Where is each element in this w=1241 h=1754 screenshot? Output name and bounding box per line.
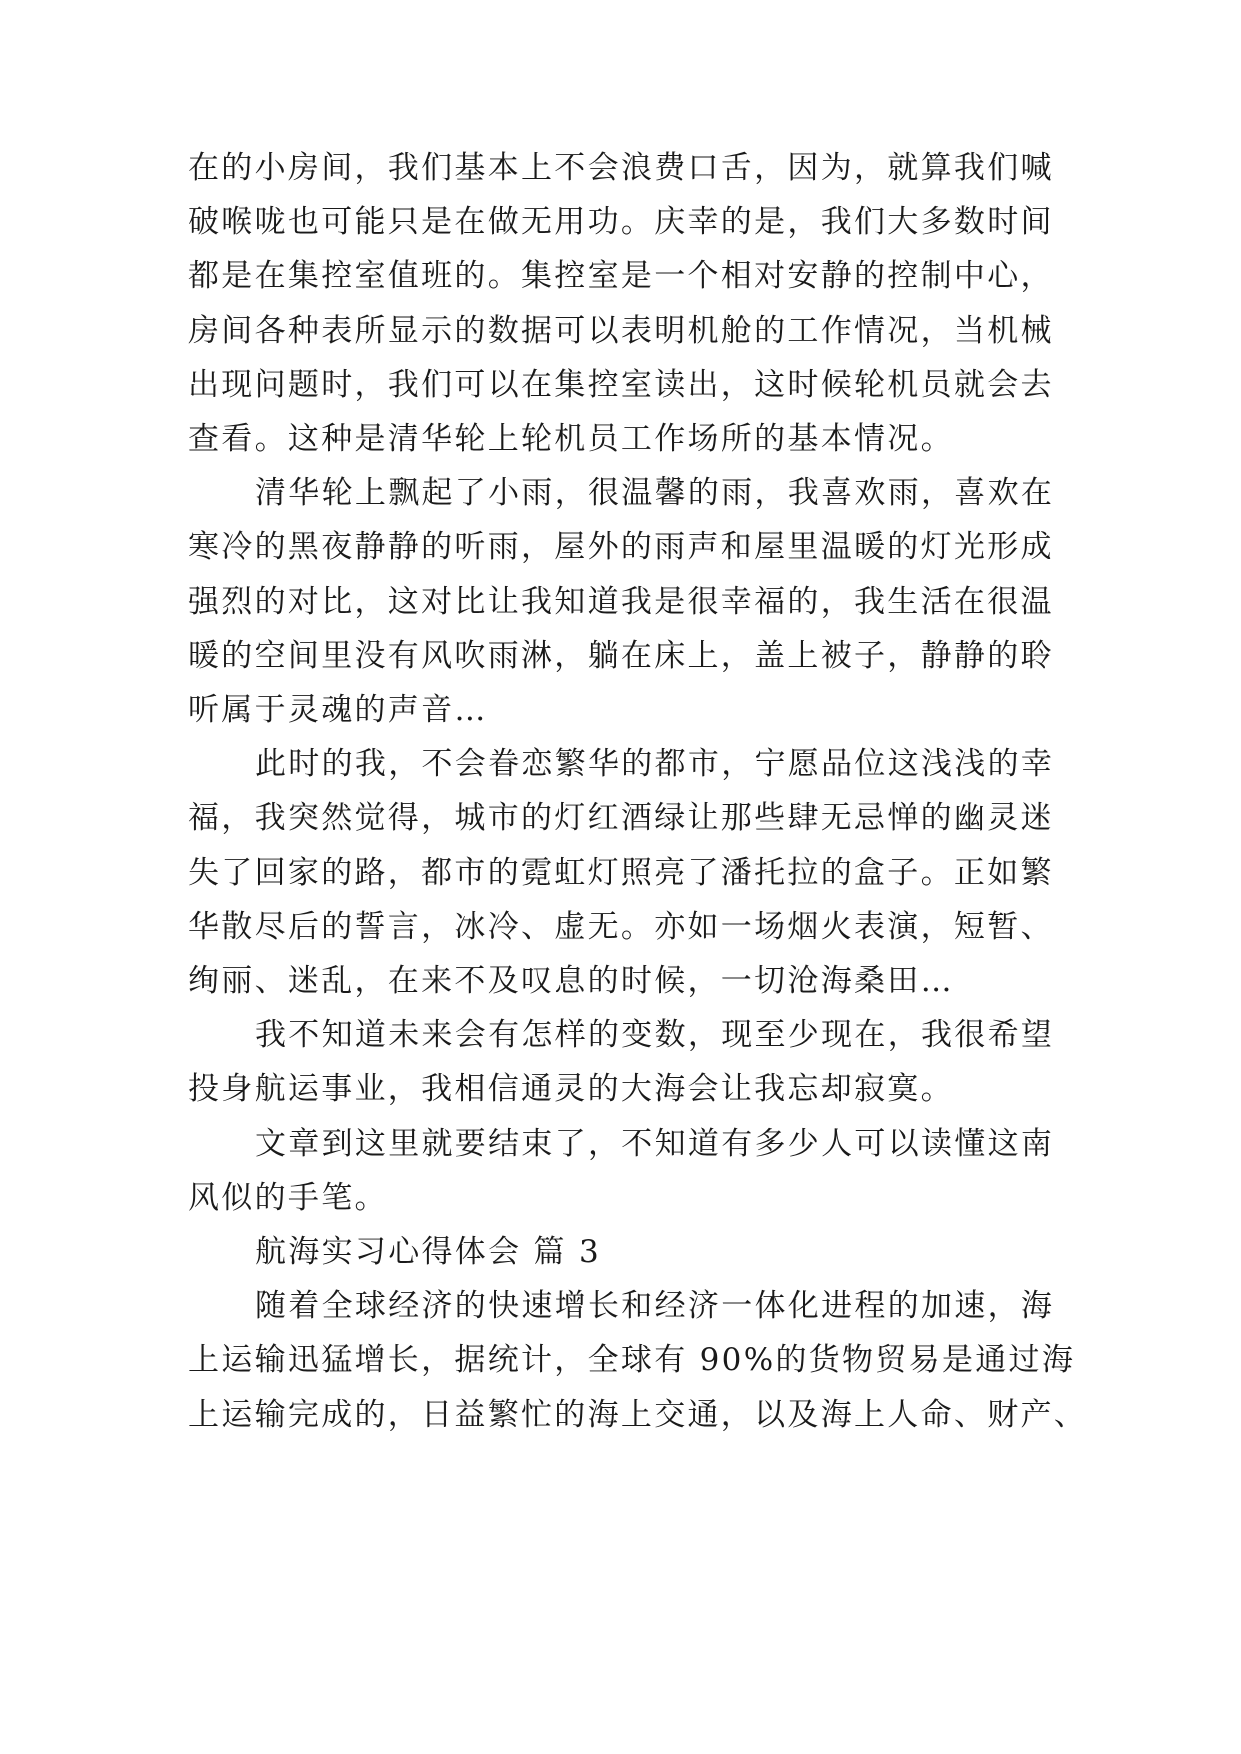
text-line: 失了回家的路，都市的霓虹灯照亮了潘托拉的盒子。正如繁 [188, 854, 1054, 891]
text-line: 都是在集控室值班的。集控室是一个相对安静的控制中心， [188, 258, 1054, 295]
text-line: 破喉咙也可能只是在做无用功。庆幸的是，我们大多数时间 [188, 204, 1054, 241]
text-line: 强烈的对比，这对比让我知道我是很幸福的，我生活在很温 [188, 583, 1054, 620]
text-line: 福，我突然觉得，城市的灯红酒绿让那些肆无忌惮的幽灵迷 [188, 800, 1054, 837]
text-line: 暖的空间里没有风吹雨淋，躺在床上，盖上被子，静静的聆 [188, 637, 1054, 674]
text-line: 上运输完成的，日益繁忙的海上交通，以及海上人命、财产、 [188, 1396, 1088, 1433]
text-line: 投身航运事业，我相信通灵的大海会让我忘却寂寞。 [188, 1071, 954, 1108]
text-line: 房间各种表所显示的数据可以表明机舱的工作情况，当机械 [188, 312, 1054, 349]
text-line: 寒冷的黑夜静静的听雨，屋外的雨声和屋里温暖的灯光形成 [188, 529, 1054, 566]
section-heading: 航海实习心得体会 篇 3 [255, 1234, 602, 1270]
text-line: 风似的手笔。 [188, 1179, 388, 1216]
paragraph-first-line: 此时的我，不会眷恋繁华的都市，宁愿品位这浅浅的幸 [255, 746, 1055, 783]
text-line: 绚丽、迷乱，在来不及叹息的时候，一切沧海桑田… [188, 963, 954, 999]
paragraph-first-line: 我不知道未来会有怎样的变数，现至少现在，我很希望 [255, 1017, 1055, 1054]
paragraph-first-line: 随着全球经济的快速增长和经济一体化进程的加速，海 [255, 1288, 1055, 1325]
text-line: 在的小房间，我们基本上不会浪费口舌，因为，就算我们喊 [188, 150, 1054, 186]
text-line: 听属于灵魂的声音… [188, 692, 488, 728]
text-line: 查看。这种是清华轮上轮机员工作场所的基本情况。 [188, 421, 954, 457]
text-line: 上运输迅猛增长，据统计，全球有 90%的货物贸易是通过海 [188, 1342, 1076, 1379]
paragraph-first-line: 清华轮上飘起了小雨，很温馨的雨，我喜欢雨，喜欢在 [255, 475, 1055, 512]
text-line: 出现问题时，我们可以在集控室读出，这时候轮机员就会去 [188, 366, 1054, 403]
text-line: 华散尽后的誓言，冰冷、虚无。亦如一场烟火表演，短暂、 [188, 908, 1054, 945]
paragraph-first-line: 文章到这里就要结束了，不知道有多少人可以读懂这南 [255, 1125, 1055, 1162]
